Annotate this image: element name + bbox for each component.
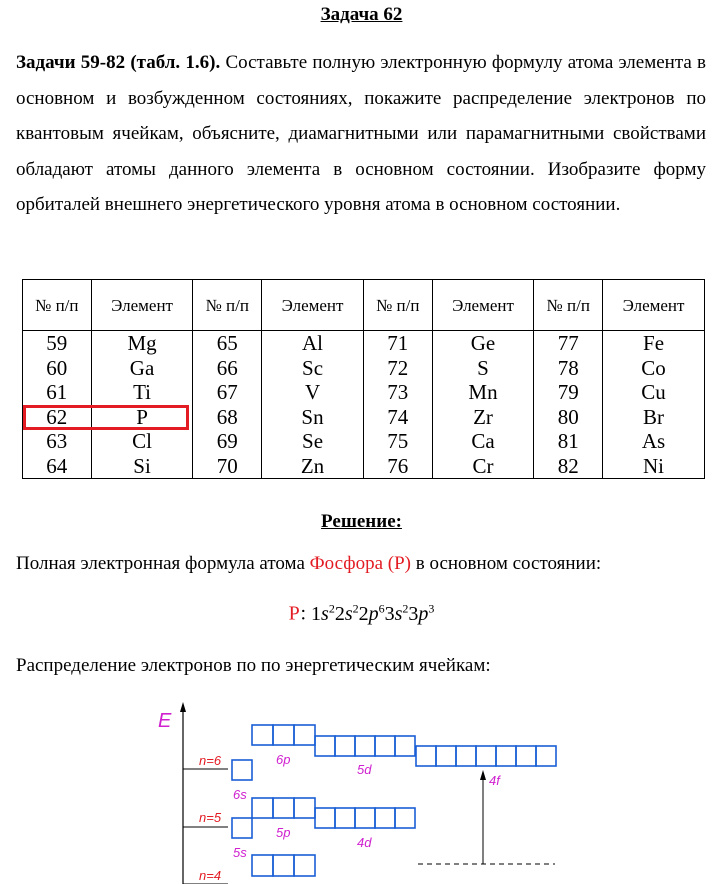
header-number: № п/п (363, 280, 432, 331)
orbital-cell-4f (516, 746, 536, 766)
table-row (23, 454, 705, 479)
cell-element: V (262, 380, 364, 405)
cell-number: 79 (534, 380, 603, 405)
cell-number: 71 (363, 331, 432, 356)
orbital-cell-5d (335, 736, 355, 756)
orbital-cell-4f (416, 746, 436, 766)
intro-text-after: в основном состоянии: (411, 553, 602, 574)
formula-term (335, 603, 359, 625)
cell-number: 78 (534, 356, 603, 381)
orbital-cell-4d (355, 808, 375, 828)
orbital-cell-5p (294, 798, 315, 818)
orbital-cell-5d (355, 736, 375, 756)
sublevel-label-4f: 4f (489, 773, 500, 788)
term-coefficient: 3 (384, 602, 395, 625)
cell-element: Si (91, 454, 193, 479)
table-header-row (23, 280, 705, 331)
header-element: Элемент (432, 280, 534, 331)
header-number: № п/п (23, 280, 92, 331)
term-coefficient: 1 (311, 602, 322, 625)
term-orbital: s (394, 602, 403, 625)
header-element: Элемент (262, 280, 364, 331)
term-orbital: s (344, 602, 353, 625)
orbital-cell-4d (375, 808, 395, 828)
cell-element: Cr (432, 454, 534, 479)
term-electrons: 3 (428, 601, 435, 615)
formula-symbol: Р (288, 602, 301, 625)
orbital-cell-5s (232, 818, 252, 838)
highlighted-row-frame (23, 405, 189, 430)
cell-number: 59 (23, 331, 92, 356)
cell-element: Mg (91, 331, 193, 356)
orbital-cell-5d (395, 736, 415, 756)
element-name: Фосфора (Р) (309, 553, 412, 574)
cell-element: Zr (432, 405, 534, 430)
orbital-cell-4d (335, 808, 355, 828)
cell-number: 66 (193, 356, 262, 381)
table-row (23, 429, 705, 454)
cell-number: 77 (534, 331, 603, 356)
cell-number: 76 (363, 454, 432, 479)
cell-element: S (432, 356, 534, 381)
orbital-cell-6p (273, 725, 294, 745)
level-label-n5: n=5 (199, 810, 222, 825)
cell-element: Co (603, 356, 705, 381)
header-element: Элемент (603, 280, 705, 331)
formula-term (408, 603, 434, 625)
cell-element: Sn (262, 405, 364, 430)
orbital-cell-5d (315, 736, 335, 756)
cell-number: 68 (193, 405, 262, 430)
header-number: № п/п (193, 280, 262, 331)
table-row (23, 331, 705, 356)
cell-number: 80 (534, 405, 603, 430)
cell-element: Cu (603, 380, 705, 405)
formula-colon: : (300, 602, 312, 625)
orbital-cells (232, 725, 556, 876)
cell-number: 64 (23, 454, 92, 479)
cell-element: As (603, 429, 705, 454)
solution-intro (16, 553, 601, 575)
term-electrons: 6 (378, 601, 385, 615)
solution-title: Решение: (321, 511, 402, 532)
formula-terms (311, 603, 434, 625)
distribution-caption: Распределение электронов по по энергетическим ячейкам: (16, 655, 491, 676)
term-coefficient: 2 (334, 602, 345, 625)
cell-element: Ni (603, 454, 705, 479)
orbital-cell-4d (395, 808, 415, 828)
cell-number: 67 (193, 380, 262, 405)
formula-term (311, 603, 335, 625)
cell-element: Se (262, 429, 364, 454)
sublevel-label-5s: 5s (233, 845, 247, 860)
header-number: № п/п (534, 280, 603, 331)
orbital-cell-4p (252, 855, 273, 876)
level-label-n4: n=4 (199, 868, 222, 883)
cell-element: Ga (91, 356, 193, 381)
formula-term (385, 603, 409, 625)
elements-table (22, 279, 705, 479)
cell-number: 63 (23, 429, 92, 454)
cell-number: 74 (363, 405, 432, 430)
orbital-cell-6p (252, 725, 273, 745)
electron-formula (0, 601, 723, 626)
axis-label: E (158, 710, 172, 732)
orbital-cell-6p (294, 725, 315, 745)
cell-element: Ca (432, 429, 534, 454)
cell-number: 82 (534, 454, 603, 479)
cell-element: Al (262, 331, 364, 356)
orbital-cell-4d (315, 808, 335, 828)
term-electrons: 2 (402, 601, 409, 615)
gap-arrow-icon (480, 770, 486, 780)
term-orbital: s (321, 602, 329, 625)
table-row (23, 356, 705, 381)
cell-number: 75 (363, 429, 432, 454)
sublevel-label-5p: 5p (276, 825, 291, 840)
sublevel-label-5d: 5d (357, 762, 372, 777)
table-row (23, 380, 705, 405)
term-orbital: p (418, 602, 429, 625)
cell-element: Sc (262, 356, 364, 381)
sublevel-label-6p: 6p (276, 752, 291, 767)
orbital-cell-4p (273, 855, 294, 876)
cell-element: P (91, 405, 193, 430)
cell-element: Fe (603, 331, 705, 356)
orbital-cell-5d (375, 736, 395, 756)
orbital-cell-5p (252, 798, 273, 818)
cell-number: 61 (23, 380, 92, 405)
orbital-cell-4f (536, 746, 556, 766)
header-element: Элемент (91, 280, 193, 331)
intro-text-before: Полная электронная формула атома (16, 553, 310, 574)
cell-number: 72 (363, 356, 432, 381)
axis-arrow-icon (180, 702, 186, 712)
cell-number: 60 (23, 356, 92, 381)
orbital-cell-5p (273, 798, 294, 818)
cell-element: Zn (262, 454, 364, 479)
cell-number: 65 (193, 331, 262, 356)
cell-element: Mn (432, 380, 534, 405)
term-coefficient: 2 (358, 602, 369, 625)
orbital-cell-4f (436, 746, 456, 766)
task-description (16, 45, 706, 223)
orbital-cell-4f (456, 746, 476, 766)
cell-element: Ti (91, 380, 193, 405)
cell-number: 70 (193, 454, 262, 479)
term-coefficient: 3 (408, 602, 419, 625)
cell-number: 81 (534, 429, 603, 454)
orbital-cell-4f (496, 746, 516, 766)
cell-element: Br (603, 405, 705, 430)
cell-element: Cl (91, 429, 193, 454)
cell-number: 69 (193, 429, 262, 454)
term-orbital: p (368, 602, 379, 625)
energy-diagram (0, 700, 723, 884)
term-electrons: 2 (352, 601, 359, 615)
orbital-cell-6s (232, 760, 252, 780)
orbital-cell-4f (476, 746, 496, 766)
sublevel-label-4d: 4d (357, 835, 372, 850)
task-body: Составьте полную электронную формулу атома элемента в основном и возбужденном состояниях, покажите распределение электронов по квантовым ячейкам, объясните, диамагнитными или парамагнитными свойствами обладают атомы данного элемента в основном состоянии. Изобразите форму орбиталей внешнего энергетического уровня атома в основном состоянии. (16, 52, 706, 215)
term-electrons: 2 (328, 601, 335, 615)
cell-element: Ge (432, 331, 534, 356)
orbital-cell-4p (294, 855, 315, 876)
sublevel-label-6s: 6s (233, 787, 247, 802)
level-label-n6: n=6 (199, 753, 222, 768)
formula-term (359, 603, 385, 625)
cell-number: 62 (23, 405, 92, 430)
cell-number: 73 (363, 380, 432, 405)
task-lead: Задачи 59-82 (табл. 1.6). (16, 52, 221, 73)
task-title: Задача 62 (320, 4, 403, 25)
